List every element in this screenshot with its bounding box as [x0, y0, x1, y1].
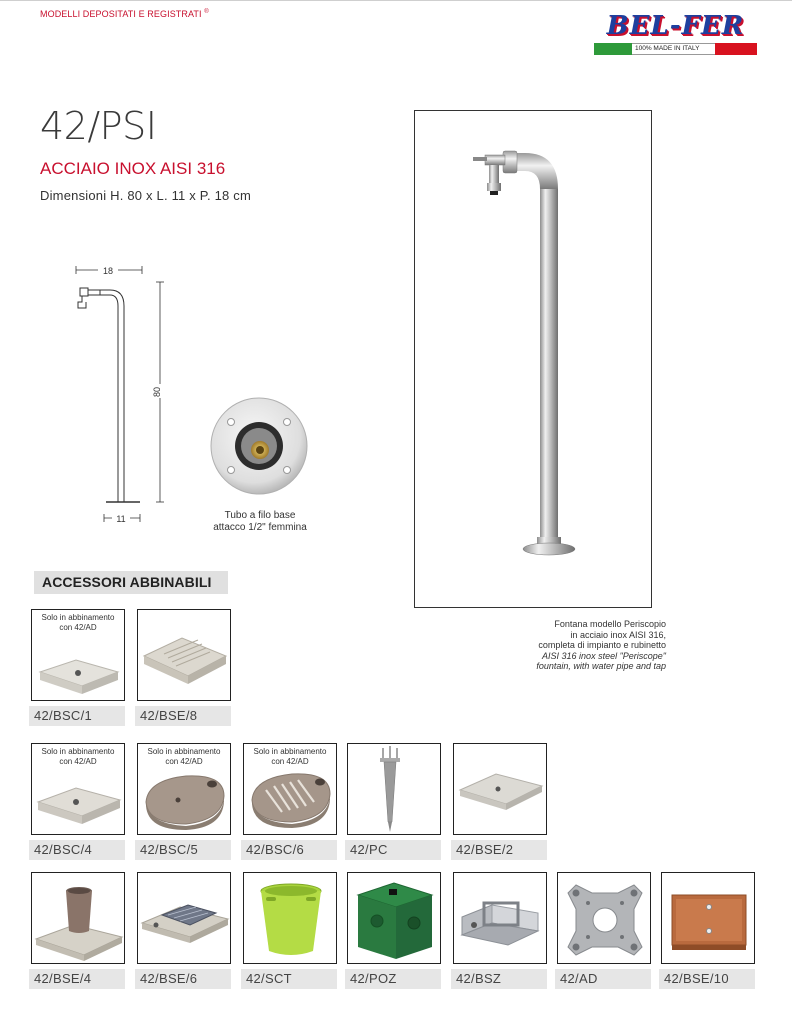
fountain-photo [415, 111, 651, 607]
registered-notice: MODELLI DEPOSITATI E REGISTRATI ® [40, 9, 209, 19]
stone-base-grate-icon [244, 744, 337, 835]
accessory-code: 42/BSE/10 [659, 969, 755, 989]
product-dimensions: Dimensioni H. 80 x L. 11 x P. 18 cm [40, 188, 252, 203]
accessory-code: 42/BSC/1 [29, 706, 125, 726]
base-flange-photo [204, 396, 314, 496]
drawing-width-label: 18 [102, 266, 114, 276]
base-with-bucket-icon [32, 873, 125, 964]
product-material: ACCIAIO INOX AISI 316 [40, 159, 226, 178]
main-caption: Fontana modello Periscopio in acciaio inox AISI 316, completa di impianto e rubinetto AISI 316 inox steel "Periscope" fountain, with water pipe and tap [536, 619, 666, 671]
grooved-base-icon [138, 610, 231, 701]
ground-spike-icon [348, 744, 441, 835]
accessory-code: 42/SCT [241, 969, 337, 989]
drawing-height-label: 80 [152, 386, 162, 398]
accessory-note: Solo in abbinamento con 42/AD [41, 747, 115, 766]
accessory-code: 42/BSC/5 [135, 840, 231, 860]
made-in-italy-label: 100% MADE IN ITALY [632, 43, 715, 55]
base-caption: Tubo a filo base attacco 1/2" femmina [213, 510, 307, 533]
italian-flag-bar [594, 43, 757, 55]
accessory-code: 42/POZ [345, 969, 441, 989]
metal-bracket-icon [454, 873, 547, 964]
brand-name: BEL-FER [606, 11, 745, 41]
accessory-note: Solo in abbinamento con 42/AD [41, 613, 115, 632]
top-rule [0, 0, 792, 1]
accessory-code: 42/BSC/4 [29, 840, 125, 860]
concrete-base-icon [32, 610, 125, 701]
accessory-code: 42/BSE/2 [451, 840, 547, 860]
base-with-grate-icon [138, 873, 231, 964]
accessory-note: Solo in abbinamento con 42/AD [147, 747, 221, 766]
technical-drawing [70, 262, 180, 532]
accessory-code: 42/PC [345, 840, 441, 860]
accessories-heading: ACCESSORI ABBINABILI [34, 571, 228, 594]
accessory-note: Solo in abbinamento con 42/AD [253, 747, 327, 766]
adapter-plate-icon [558, 873, 651, 964]
stone-base-oval-icon [138, 744, 231, 835]
accessory-code: 42/BSC/6 [241, 840, 337, 860]
concrete-base-icon [32, 744, 125, 835]
accessory-code: 42/BSZ [451, 969, 547, 989]
green-bucket-icon [244, 873, 337, 964]
accessory-code: 42/BSE/8 [135, 706, 231, 726]
drawing-base-label: 11 [116, 514, 126, 524]
product-code: 42/PSI [40, 104, 157, 148]
accessory-code: 42/BSE/4 [29, 969, 125, 989]
accessory-code: 42/AD [555, 969, 651, 989]
main-product-photo [414, 110, 652, 608]
flat-base-icon [454, 744, 547, 835]
accessory-code: 42/BSE/6 [135, 969, 231, 989]
copper-tray-icon [662, 873, 755, 964]
green-well-box-icon [348, 873, 441, 964]
brand-logo [592, 10, 757, 58]
